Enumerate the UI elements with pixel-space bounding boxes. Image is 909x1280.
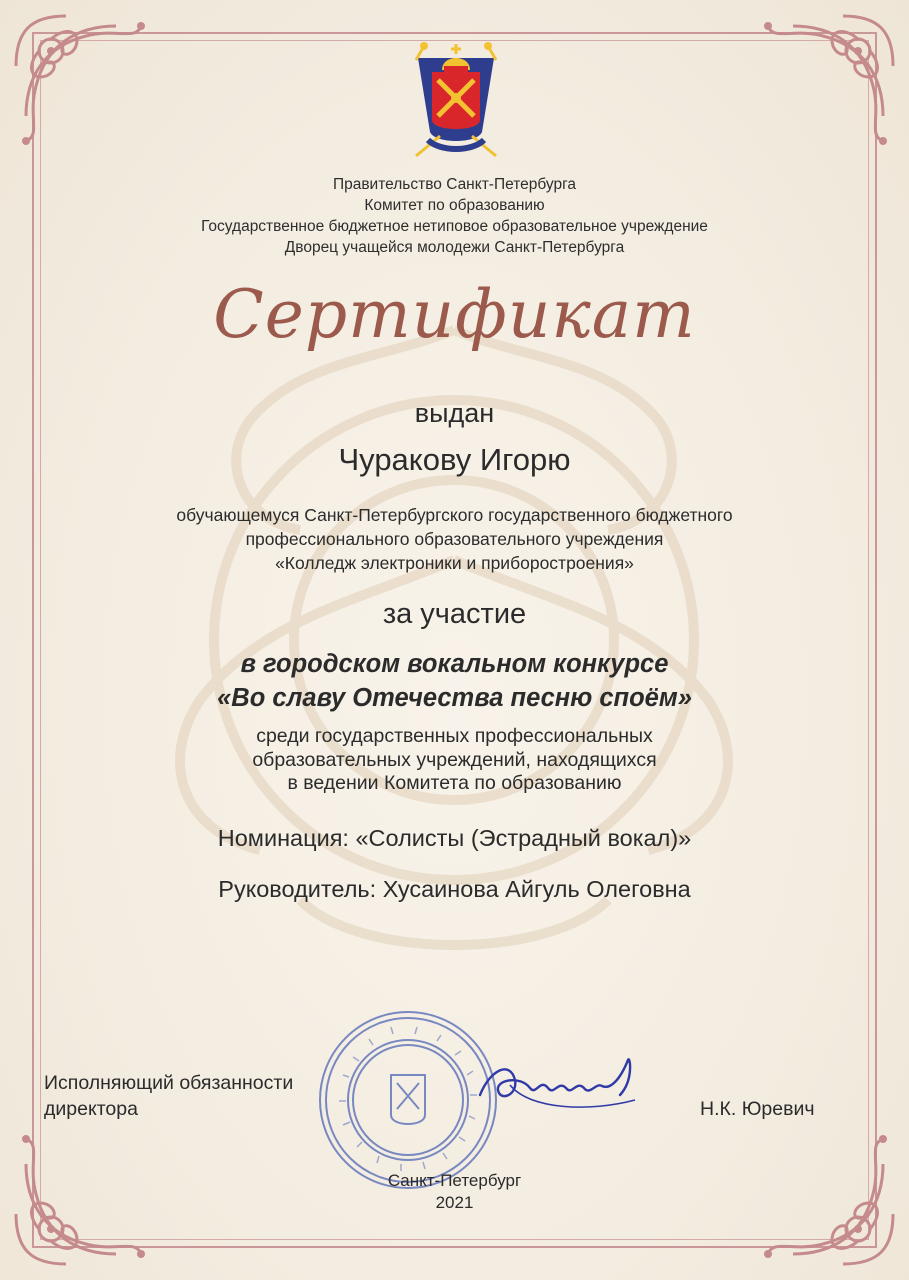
- issued-label: выдан: [414, 398, 495, 428]
- among-institutions: [0, 725, 909, 796]
- certificate-title: Сертификат: [213, 276, 696, 353]
- header-line: Правительство Санкт-Петербурга: [332, 176, 577, 193]
- header-line: Комитет по образованию: [364, 197, 545, 214]
- signatory-position-line: Исполняющий обязанности: [44, 1072, 294, 1094]
- footer-city: Санкт-Петербург: [387, 1171, 522, 1190]
- header-line: Государственное бюджетное нетиповое образовательное учреждение: [201, 218, 708, 235]
- contest-name: [0, 647, 909, 715]
- student-info-line: профессионального образовательного учреждения: [245, 529, 664, 549]
- among-line: образовательных учреждений, находящихся: [252, 748, 657, 771]
- for-participation: за участие: [382, 598, 527, 630]
- among-line: среди государственных профессиональных: [256, 725, 653, 747]
- nomination: Номинация: «Солисты (Эстрадный вокал)»: [217, 825, 692, 851]
- corner-ornament-top-right: [753, 6, 903, 156]
- signatory-name: Н.К. Юревич: [700, 1098, 815, 1120]
- student-info-line: обучающемуся Санкт-Петербургского государственного бюджетного: [176, 505, 733, 525]
- supervisor: Руководитель: Хусаинова Айгуль Олеговна: [218, 876, 691, 902]
- coat-of-arms-icon: [410, 40, 502, 158]
- signatory-position: [44, 1070, 293, 1122]
- signatory-position-line: директора: [44, 1098, 138, 1120]
- recipient-name: Чуракову Игорю: [338, 442, 571, 477]
- corner-ornament-top-left: [6, 6, 156, 156]
- student-info-line: «Колледж электроники и приборостроения»: [275, 553, 634, 573]
- issuer-header: [0, 174, 909, 258]
- director-signature: [470, 1040, 645, 1120]
- contest-line: в городском вокальном конкурсе: [240, 650, 669, 678]
- among-line: в ведении Комитета по образованию: [287, 772, 622, 794]
- contest-line: «Во славу Отечества песню споём»: [217, 684, 692, 712]
- header-line: Дворец учащейся молодежи Санкт-Петербурга: [284, 239, 625, 256]
- footer-year: 2021: [435, 1193, 474, 1212]
- student-info: [0, 503, 909, 575]
- footer: [0, 1170, 909, 1214]
